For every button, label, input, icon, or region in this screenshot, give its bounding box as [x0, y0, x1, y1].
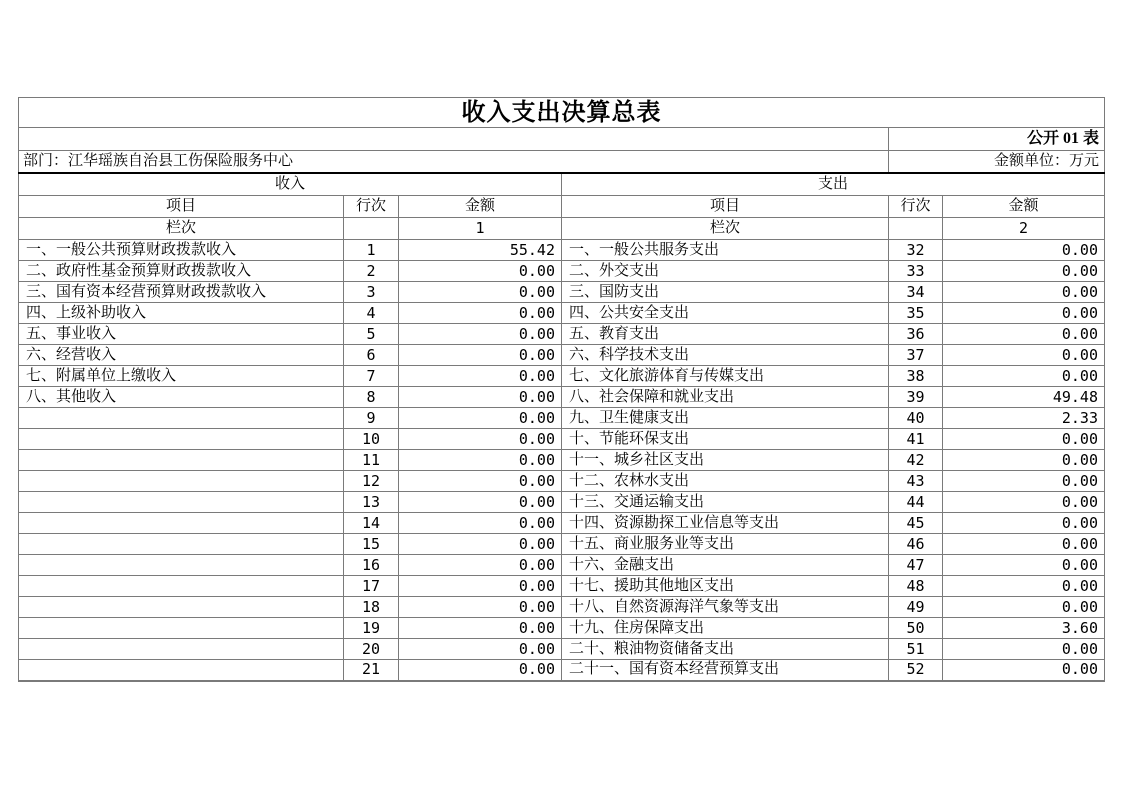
income-lane-empty-cell — [344, 218, 399, 240]
expense-item-cell: 十二、农林水支出 — [562, 471, 889, 492]
expense-amount-cell: 0.00 — [943, 555, 1105, 576]
income-expense-summary-table — [18, 97, 1105, 682]
expense-line-cell: 36 — [889, 324, 943, 345]
expense-line-cell: 44 — [889, 492, 943, 513]
expense-item-cell: 二、外交支出 — [562, 261, 889, 282]
table-row — [19, 429, 1105, 450]
income-line-cell: 14 — [344, 513, 399, 534]
income-line-cell: 5 — [344, 324, 399, 345]
expense-item-header: 项目 — [562, 196, 889, 218]
table-row — [19, 471, 1105, 492]
income-item-cell: 八、其他收入 — [19, 387, 344, 408]
income-line-cell: 2 — [344, 261, 399, 282]
income-item-cell — [19, 408, 344, 429]
income-item-cell — [19, 660, 344, 681]
table-row — [19, 240, 1105, 261]
income-amount-cell: 0.00 — [399, 450, 562, 471]
expense-item-cell: 十五、商业服务业等支出 — [562, 534, 889, 555]
expense-item-cell: 一、一般公共服务支出 — [562, 240, 889, 261]
income-amount-cell: 0.00 — [399, 597, 562, 618]
income-item-cell — [19, 429, 344, 450]
expense-amount-cell: 0.00 — [943, 303, 1105, 324]
expense-item-cell: 七、文化旅游体育与传媒支出 — [562, 366, 889, 387]
code-row-empty-cell — [19, 128, 889, 151]
income-item-cell: 七、附属单位上缴收入 — [19, 366, 344, 387]
income-line-cell: 20 — [344, 639, 399, 660]
table-row — [19, 366, 1105, 387]
income-amount-header: 金额 — [399, 196, 562, 218]
income-amount-cell: 0.00 — [399, 492, 562, 513]
expense-line-cell: 32 — [889, 240, 943, 261]
income-item-cell: 三、国有资本经营预算财政拨款收入 — [19, 282, 344, 303]
expense-amount-header: 金额 — [943, 196, 1105, 218]
expense-amount-cell: 0.00 — [943, 492, 1105, 513]
table-row — [19, 450, 1105, 471]
income-amount-cell: 0.00 — [399, 618, 562, 639]
table-row — [19, 660, 1105, 681]
expense-amount-cell: 49.48 — [943, 387, 1105, 408]
income-amount-cell: 0.00 — [399, 555, 562, 576]
table-row — [19, 618, 1105, 639]
expense-amount-cell: 0.00 — [943, 282, 1105, 303]
expense-line-cell: 50 — [889, 618, 943, 639]
income-item-cell — [19, 492, 344, 513]
income-line-cell: 9 — [344, 408, 399, 429]
expense-item-cell: 十九、住房保障支出 — [562, 618, 889, 639]
table-row — [19, 492, 1105, 513]
expense-line-cell: 40 — [889, 408, 943, 429]
income-line-cell: 11 — [344, 450, 399, 471]
table-row — [19, 387, 1105, 408]
expense-lane-label: 栏次 — [562, 218, 889, 240]
expense-amount-cell: 3.60 — [943, 618, 1105, 639]
expense-item-cell: 十三、交通运输支出 — [562, 492, 889, 513]
income-lane-label: 栏次 — [19, 218, 344, 240]
income-item-cell — [19, 534, 344, 555]
expense-lane-empty-cell — [889, 218, 943, 240]
expense-amount-cell: 0.00 — [943, 576, 1105, 597]
table-row — [19, 576, 1105, 597]
expense-amount-cell: 0.00 — [943, 366, 1105, 387]
expense-amount-cell: 0.00 — [943, 345, 1105, 366]
income-amount-cell: 0.00 — [399, 576, 562, 597]
expense-line-cell: 33 — [889, 261, 943, 282]
income-line-cell: 18 — [344, 597, 399, 618]
income-amount-cell: 0.00 — [399, 303, 562, 324]
department-label: 部门：江华瑶族自治县工伤保险服务中心 — [19, 151, 889, 173]
income-line-cell: 16 — [344, 555, 399, 576]
table-row — [19, 597, 1105, 618]
expense-amount-cell: 0.00 — [943, 534, 1105, 555]
table-row — [19, 534, 1105, 555]
expense-amount-cell: 0.00 — [943, 660, 1105, 681]
income-line-cell: 6 — [344, 345, 399, 366]
expense-amount-cell: 0.00 — [943, 597, 1105, 618]
expense-item-cell: 二十、粮油物资储备支出 — [562, 639, 889, 660]
expense-amount-cell: 0.00 — [943, 324, 1105, 345]
income-line-cell: 15 — [344, 534, 399, 555]
income-line-cell: 4 — [344, 303, 399, 324]
income-line-cell: 7 — [344, 366, 399, 387]
expense-line-cell: 34 — [889, 282, 943, 303]
expense-amount-cell: 0.00 — [943, 450, 1105, 471]
income-item-header: 项目 — [19, 196, 344, 218]
income-amount-cell: 0.00 — [399, 261, 562, 282]
income-line-cell: 12 — [344, 471, 399, 492]
income-amount-cell: 0.00 — [399, 366, 562, 387]
expense-item-cell: 二十一、国有资本经营预算支出 — [562, 660, 889, 681]
income-amount-cell: 0.00 — [399, 639, 562, 660]
income-item-cell — [19, 450, 344, 471]
income-item-cell — [19, 597, 344, 618]
income-line-header: 行次 — [344, 196, 399, 218]
income-amount-cell: 0.00 — [399, 513, 562, 534]
expense-item-cell: 五、教育支出 — [562, 324, 889, 345]
income-item-cell: 六、经营收入 — [19, 345, 344, 366]
expense-item-cell: 十一、城乡社区支出 — [562, 450, 889, 471]
expense-group-header: 支出 — [562, 173, 1105, 196]
income-amount-cell: 0.00 — [399, 471, 562, 492]
income-amount-cell: 0.00 — [399, 345, 562, 366]
table-row — [19, 555, 1105, 576]
income-item-cell: 二、政府性基金预算财政拨款收入 — [19, 261, 344, 282]
expense-amount-cell: 0.00 — [943, 240, 1105, 261]
expense-line-cell: 45 — [889, 513, 943, 534]
table-row — [19, 408, 1105, 429]
expense-amount-cell: 0.00 — [943, 261, 1105, 282]
expense-amount-cell: 0.00 — [943, 429, 1105, 450]
income-amount-cell: 0.00 — [399, 534, 562, 555]
income-lane-number: 1 — [399, 218, 562, 240]
final-accounts-table — [18, 97, 1105, 682]
income-amount-cell: 0.00 — [399, 387, 562, 408]
expense-line-cell: 46 — [889, 534, 943, 555]
expense-item-cell: 十八、自然资源海洋气象等支出 — [562, 597, 889, 618]
expense-line-cell: 48 — [889, 576, 943, 597]
expense-line-cell: 47 — [889, 555, 943, 576]
income-item-cell — [19, 513, 344, 534]
income-line-cell: 8 — [344, 387, 399, 408]
income-line-cell: 19 — [344, 618, 399, 639]
table-row — [19, 324, 1105, 345]
expense-item-cell: 十七、援助其他地区支出 — [562, 576, 889, 597]
income-item-cell — [19, 639, 344, 660]
income-line-cell: 13 — [344, 492, 399, 513]
expense-amount-cell: 0.00 — [943, 471, 1105, 492]
expense-lane-number: 2 — [943, 218, 1105, 240]
income-amount-cell: 0.00 — [399, 282, 562, 303]
table-row — [19, 303, 1105, 324]
expense-line-cell: 37 — [889, 345, 943, 366]
expense-line-cell: 38 — [889, 366, 943, 387]
expense-line-cell: 35 — [889, 303, 943, 324]
expense-amount-cell: 0.00 — [943, 639, 1105, 660]
income-item-cell — [19, 555, 344, 576]
income-amount-cell: 55.42 — [399, 240, 562, 261]
table-row — [19, 513, 1105, 534]
income-line-cell: 10 — [344, 429, 399, 450]
expense-item-cell: 十、节能环保支出 — [562, 429, 889, 450]
expense-line-cell: 52 — [889, 660, 943, 681]
income-item-cell: 五、事业收入 — [19, 324, 344, 345]
table-body — [19, 240, 1105, 681]
income-amount-cell: 0.00 — [399, 408, 562, 429]
expense-amount-cell: 0.00 — [943, 513, 1105, 534]
income-item-cell: 一、一般公共预算财政拨款收入 — [19, 240, 344, 261]
income-item-cell: 四、上级补助收入 — [19, 303, 344, 324]
expense-item-cell: 四、公共安全支出 — [562, 303, 889, 324]
expense-item-cell: 九、卫生健康支出 — [562, 408, 889, 429]
table-code-label: 公开 01 表 — [889, 128, 1105, 151]
expense-line-cell: 42 — [889, 450, 943, 471]
expense-item-cell: 十六、金融支出 — [562, 555, 889, 576]
expense-amount-cell: 2.33 — [943, 408, 1105, 429]
income-item-cell — [19, 618, 344, 639]
expense-line-header: 行次 — [889, 196, 943, 218]
table-row — [19, 639, 1105, 660]
expense-line-cell: 41 — [889, 429, 943, 450]
income-item-cell — [19, 576, 344, 597]
amount-unit-label: 金额单位：万元 — [889, 151, 1105, 173]
expense-item-cell: 三、国防支出 — [562, 282, 889, 303]
expense-line-cell: 43 — [889, 471, 943, 492]
expense-item-cell: 八、社会保障和就业支出 — [562, 387, 889, 408]
expense-item-cell: 六、科学技术支出 — [562, 345, 889, 366]
table-row — [19, 345, 1105, 366]
income-line-cell: 21 — [344, 660, 399, 681]
income-amount-cell: 0.00 — [399, 324, 562, 345]
income-line-cell: 3 — [344, 282, 399, 303]
expense-line-cell: 51 — [889, 639, 943, 660]
income-amount-cell: 0.00 — [399, 660, 562, 681]
expense-line-cell: 39 — [889, 387, 943, 408]
income-group-header: 收入 — [19, 173, 562, 196]
table-row — [19, 282, 1105, 303]
table-row — [19, 261, 1105, 282]
income-line-cell: 1 — [344, 240, 399, 261]
expense-item-cell: 十四、资源勘探工业信息等支出 — [562, 513, 889, 534]
income-line-cell: 17 — [344, 576, 399, 597]
income-item-cell — [19, 471, 344, 492]
expense-line-cell: 49 — [889, 597, 943, 618]
page-title: 收入支出决算总表 — [19, 98, 1105, 128]
income-amount-cell: 0.00 — [399, 429, 562, 450]
